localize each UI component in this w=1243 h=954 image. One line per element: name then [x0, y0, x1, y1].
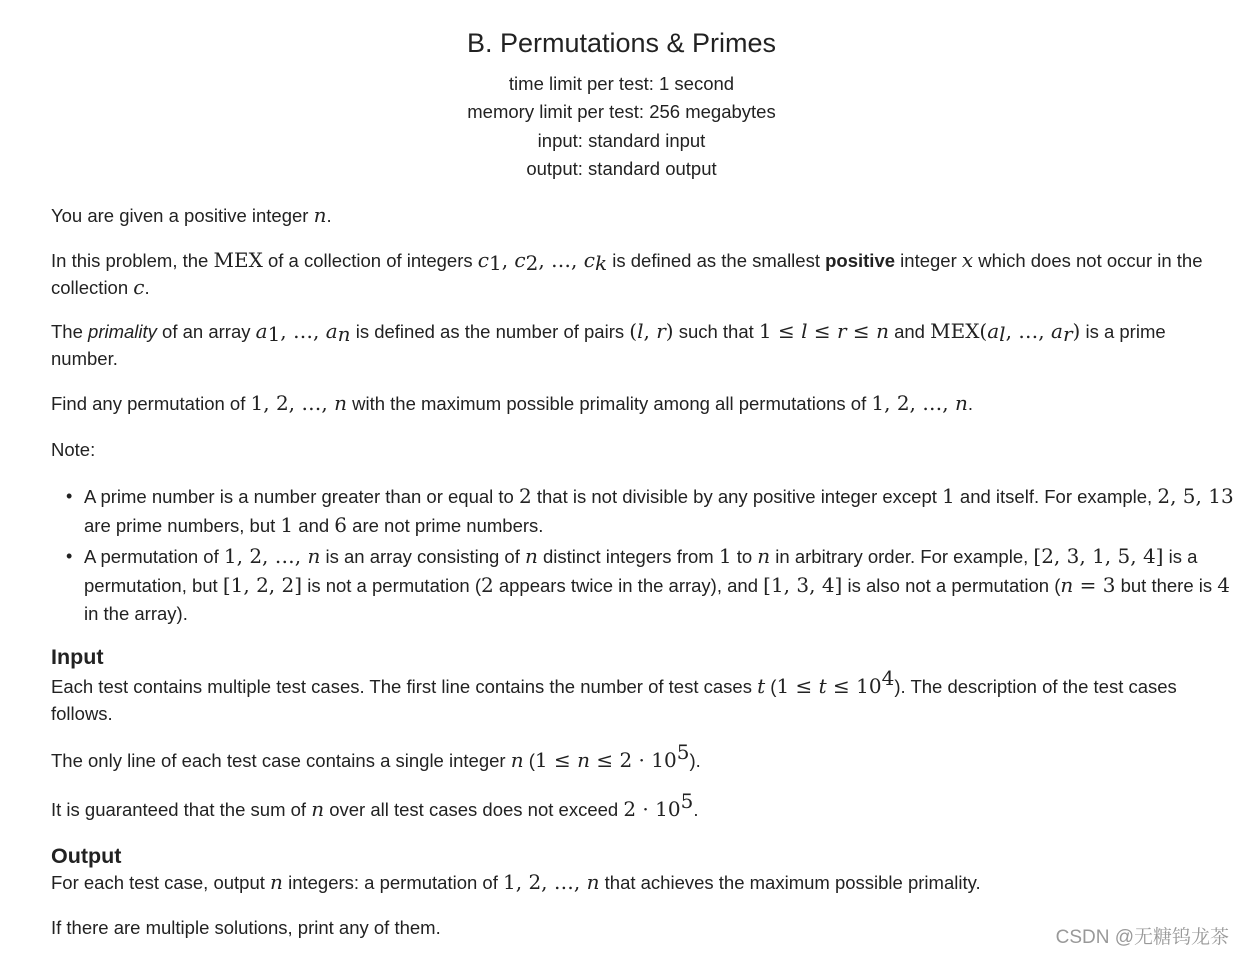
statement-paragraph-4: Find any permutation of 1, 2, …, n with the maximum possible primality among all permutations of 1, 2, …, n. [51, 391, 973, 415]
notes-list [51, 482, 1243, 628]
memory-limit: memory limit per test: 256 megabytes [467, 101, 776, 122]
statement-paragraph-1: You are given a positive integer n. [51, 203, 332, 227]
list-item: • A prime number is a number greater than or equal to 2 that is not divisible by any positive integer except 1 and itself. For example, 2, 5, 13 are prime numbers, but 1 and 6 are not prime numbers. [66, 484, 1234, 537]
note-heading: Note: [51, 439, 96, 460]
output-paragraph-2: If there are multiple solutions, print any of them. [51, 917, 441, 938]
input-spec: input: standard input [537, 130, 706, 151]
problem-title: B. Permutations & Primes [466, 28, 777, 58]
output-paragraph-1: For each test case, output n integers: a permutation of 1, 2, …, n that achieves the maximum possible primality. [51, 870, 981, 894]
input-paragraph-2: The only line of each test case contains a single integer n $(1 \le n \le 2 \cdot 10^5)$. [51, 740, 701, 772]
list-item: • A permutation of 1, 2, …, n is an array consisting of n distinct integers from 1 to n in arbitrary order. For example, [2, 3, 1, 5, 4] is a permutation, but [1, 2, 2] is not a permutation (2 appears twice in the array), and [1, 3, 4] is also not a permutation (n = 3 but there is 4 in the array). [66, 544, 1230, 624]
output-spec: output: standard output [526, 158, 717, 179]
input-paragraph-3: It is guaranteed that the sum of n over all test cases does not exceed $2 \cdot 10^5$. [51, 789, 699, 821]
watermark: CSDN @无糖钨龙茶 [1055, 927, 1229, 948]
statement-paragraph-2: In this problem, the MEX of a collection of integers $c_1$, $c_2$, …, $c_k$ is defined as the smallest positive integer x which does not occur in the collection c. [51, 248, 1203, 299]
input-section-title: Input [51, 645, 104, 669]
input-paragraph-1: Each test contains multiple test cases. The first line contains the number of test cases t $(1 \le t \le 10^4)$. The description of the test cases follows. [51, 666, 1177, 724]
statement-paragraph-3: The primality of an array $a_1$, …, $a_n$ is defined as the number of pairs (l, r) such that 1 ≤ l ≤ r ≤ n and $MEX(a_l$, …, $a_r$) is a prime number. [51, 319, 1166, 369]
output-section-title: Output [51, 844, 122, 868]
time-limit: time limit per test: 1 second [508, 73, 735, 94]
